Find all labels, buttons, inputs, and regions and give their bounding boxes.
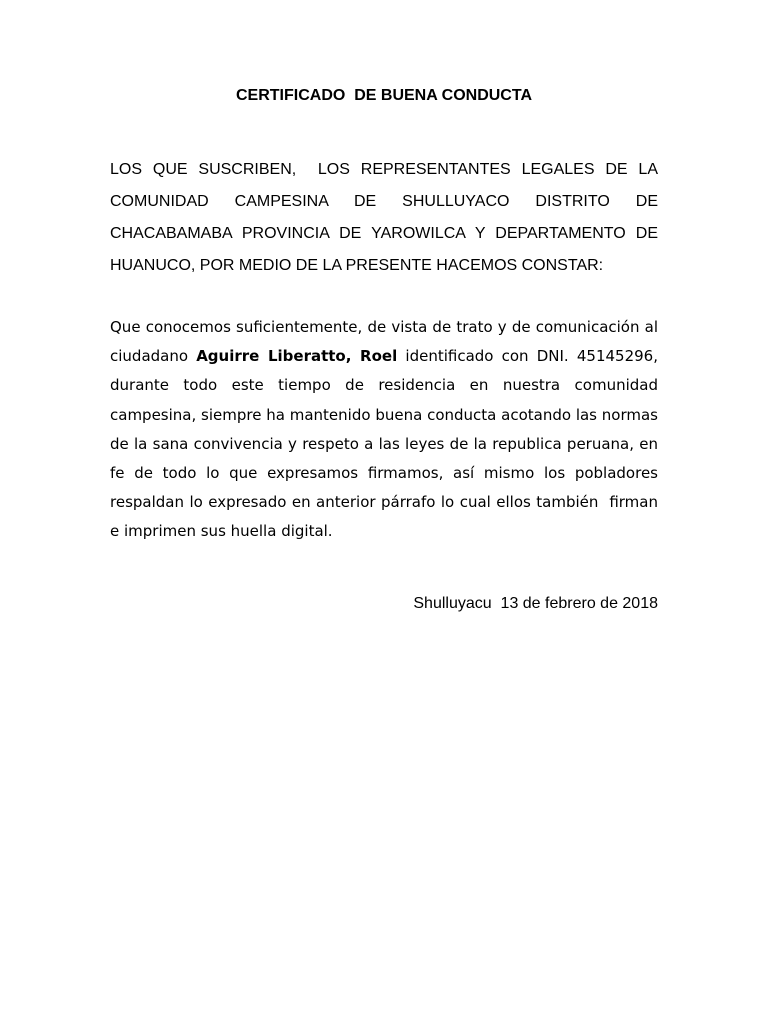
body-text-part2: identificado con DNI. 45145296, durante todo este tiempo de residencia en nuestra comunidad campesina, siempre ha mantenido buena conducta acotando las normas de la sana convivencia y respeto a las leyes de la republica peruana, en fe de todo lo que expresamos firmamos, así mismo los pobladores respaldan lo expresado en anterior párrafo lo cual ellos también firman e imprimen sus huella digital. (110, 347, 663, 541)
place-date: Shulluyacu 13 de febrero de 2018 (413, 595, 658, 612)
body-text-part1: Que conocemos suficientemente, de vista de trato y de comunicación al ciudadano (110, 318, 663, 366)
intro-paragraph: LOS QUE SUSCRIBEN, LOS REPRESENTANTES LEGALES DE LA COMUNIDAD CAMPESINA DE SHULLUYACO DISTRITO DE CHACABAMABA PROVINCIA DE YAROWILCA Y DEPARTAMENTO DE HUANUCO, POR MEDIO DE LA PRESENTE HACEMOS CONSTAR: (110, 161, 663, 274)
document-title: CERTIFICADO DE BUENA CONDUCTA (236, 87, 532, 104)
body-paragraph (110, 313, 663, 547)
document-page (110, 0, 663, 1024)
citizen-name: Aguirre Liberatto, Roel (196, 347, 398, 366)
